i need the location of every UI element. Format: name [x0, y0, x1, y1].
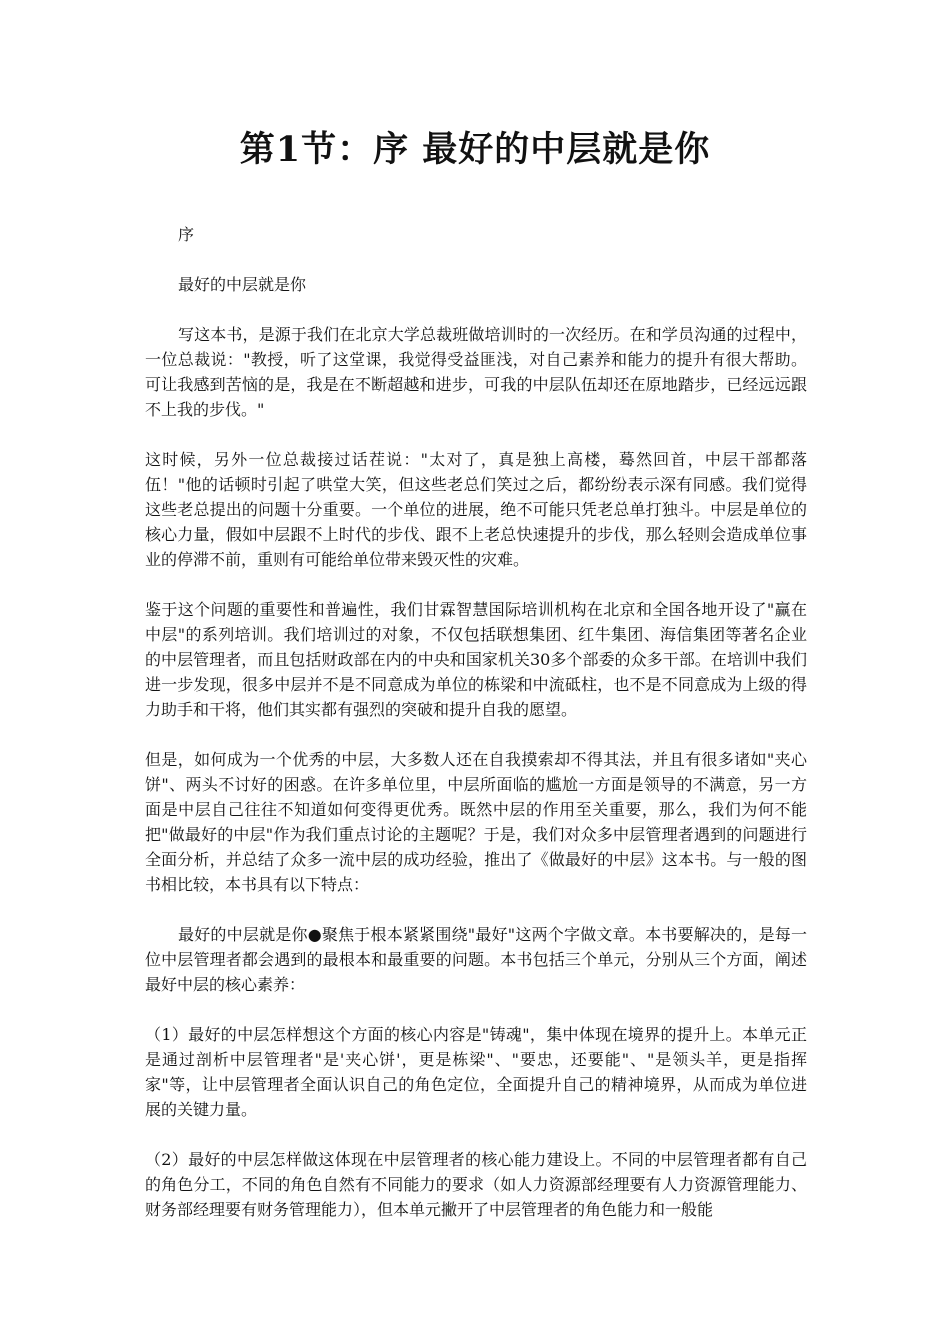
paragraph-2: 这时候，另外一位总裁接过话茬说："太对了，真是独上高楼，蓦然回首，中层干部都落伍！"他的话顿时引起了哄堂大笑，但这些老总们笑过之后，都纷纷表示深有同感。我们觉得这些老总提出的问题十分重要。一个单位的进展，绝不可能只凭老总单打独斗。中层是单位的核心力量，假如中层跟不上时代的步伐、跟不上老总快速提升的步伐，那么轻则会造成单位事业的停滞不前，重则有可能给单位带来毁灭性的灾难。: [145, 450, 807, 569]
document-body: [145, 222, 807, 1222]
paragraph-1: 写这本书，是源于我们在北京大学总裁班做培训时的一次经历。在和学员沟通的过程中，一位总裁说："教授，听了这堂课，我觉得受益匪浅，对自己素养和能力的提升有很大帮助。可让我感到苦恼的是，我是在不断超越和进步，可我的中层队伍却还在原地踏步，已经远远跟不上我的步伐。": [145, 325, 807, 419]
paragraph-7: （2）最好的中层怎样做这体现在中层管理者的核心能力建设上。不同的中层管理者都有自己的角色分工，不同的角色自然有不同能力的要求（如人力资源部经理要有人力资源管理能力、财务部经理要有财务管理能力），但本单元撇开了中层管理者的角色能力和一般能: [145, 1150, 807, 1219]
page-title: 第1节：序 最好的中层就是你: [239, 129, 711, 170]
paragraph-subtitle: 最好的中层就是你: [178, 275, 307, 294]
paragraph-4: 但是，如何成为一个优秀的中层，大多数人还在自我摸索却不得其法，并且有很多诸如"夹心饼"、两头不讨好的困惑。在许多单位里，中层所面临的尴尬一方面是领导的不满意，另一方面是中层自己往往不知道如何变得更优秀。既然中层的作用至关重要，那么，我们为何不能把"做最好的中层"作为我们重点讨论的主题呢？于是，我们对众多中层管理者遇到的问题进行全面分析，并总结了众多一流中层的成功经验，推出了《做最好的中层》这本书。与一般的图书相比较，本书具有以下特点：: [145, 750, 807, 894]
paragraph-5: 最好的中层就是你●聚焦于根本紧紧围绕"最好"这两个字做文章。本书要解决的，是每一位中层管理者都会遇到的最根本和最重要的问题。本书包括三个单元，分别从三个方面，阐述最好中层的核心素养：: [145, 925, 807, 994]
paragraph-6: （1）最好的中层怎样想这个方面的核心内容是"铸魂"，集中体现在境界的提升上。本单元正是通过剖析中层管理者"是'夹心饼'，更是栋梁"、"要忠，还要能"、"是领头羊，更是指挥家"等，让中层管理者全面认识自己的角色定位，全面提升自己的精神境界，从而成为单位进展的关键力量。: [145, 1025, 807, 1119]
paragraph-preface-heading: 序: [178, 225, 195, 244]
paragraph-3: 鉴于这个问题的重要性和普遍性，我们甘霖智慧国际培训机构在北京和全国各地开设了"赢在中层"的系列培训。我们培训过的对象，不仅包括联想集团、红牛集团、海信集团等著名企业的中层管理者，而且包括财政部在内的中央和国家机关30多个部委的众多干部。在培训中我们进一步发现，很多中层并不是不同意成为单位的栋梁和中流砥柱，也不是不同意成为上级的得力助手和干将，他们其实都有强烈的突破和提升自我的愿望。: [145, 600, 807, 719]
